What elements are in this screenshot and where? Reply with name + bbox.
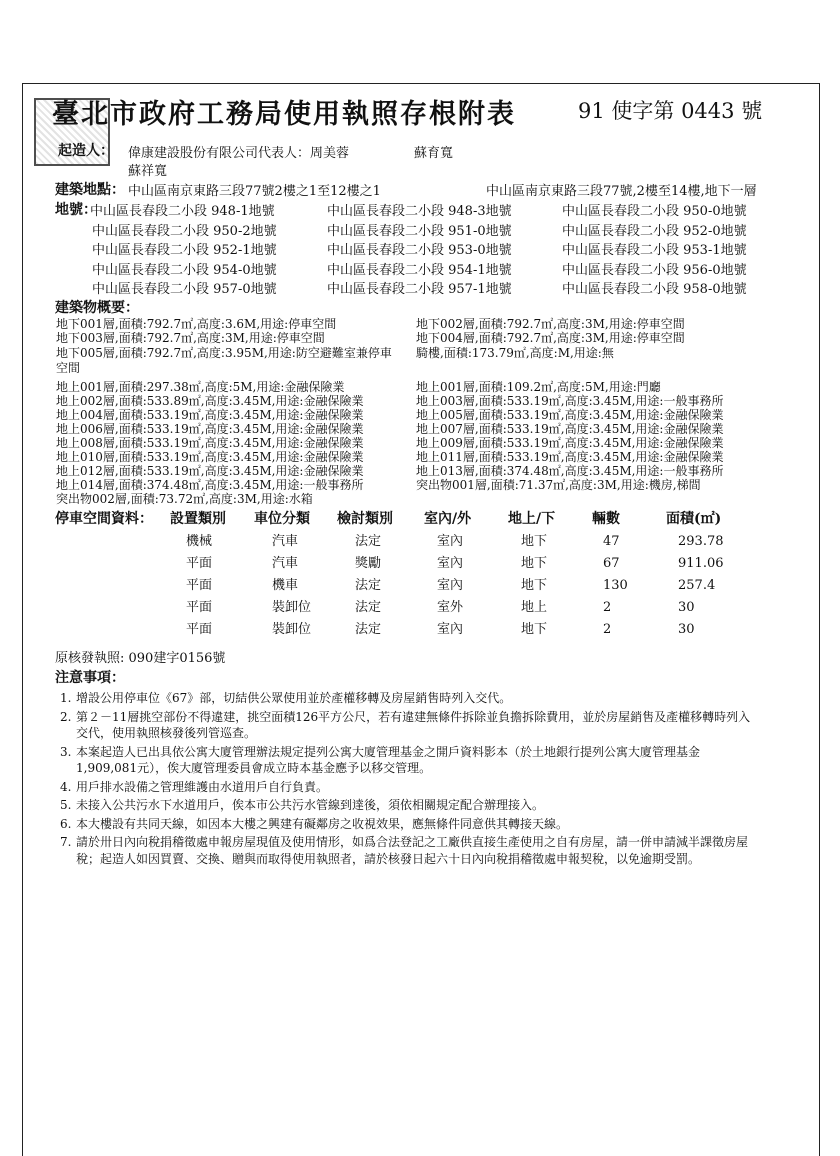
lot-item: 中山區長春段二小段 951-0地號 xyxy=(327,224,512,239)
applicant-line1: 偉康建設股份有限公司代表人：周美蓉 xyxy=(128,146,350,161)
lot-item: 中山區長春段二小段 954-0地號 xyxy=(92,263,277,278)
table-cell: 機車 xyxy=(272,578,299,593)
parking-col-header: 面積(㎡) xyxy=(666,511,722,527)
lot-item: 中山區長春段二小段 952-0地號 xyxy=(562,224,747,239)
lot-item: 中山區長春段二小段 953-1地號 xyxy=(562,243,747,258)
table-cell: 室外 xyxy=(437,600,464,615)
table-cell: 汽車 xyxy=(272,534,299,549)
floor-line: 地下003層,面積:792.7㎡,高度:3M,用途:停車空間 xyxy=(56,331,325,345)
lots-label: 地號： xyxy=(55,202,97,218)
original-license: 原核發執照: 090建字0156號 xyxy=(55,651,226,666)
floor-line: 地上005層,面積:533.19㎡,高度:3.45M,用途:金融保險業 xyxy=(416,408,724,422)
table-cell: 2 xyxy=(603,622,612,637)
table-cell: 257.4 xyxy=(678,578,716,593)
table-cell: 47 xyxy=(603,534,620,549)
table-cell: 地上 xyxy=(521,600,548,615)
table-cell: 裝卸位 xyxy=(272,622,312,637)
address-right: 中山區南京東路三段77號,2樓至14樓,地下一層 xyxy=(486,184,757,199)
note-item xyxy=(60,744,760,777)
overview-label: 建築物概要： xyxy=(55,300,139,316)
lot-item: 中山區長春段二小段 954-1地號 xyxy=(327,263,512,278)
floor-line: 地上013層,面積:374.48㎡,高度:3.45M,用途:一般事務所 xyxy=(416,464,724,478)
note-number: 6. xyxy=(60,816,72,831)
note-number: 5. xyxy=(60,798,72,812)
lot-item: 中山區長春段二小段 948-1地號 xyxy=(90,204,275,219)
floor-line: 地下001層,面積:792.7㎡,高度:3.6M,用途:停車空間 xyxy=(56,317,337,331)
applicant-name2: 蘇育寬 xyxy=(414,146,454,161)
floor-line: 地上014層,面積:374.48㎡,高度:3.45M,用途:一般事務所 xyxy=(56,478,364,492)
note-number: 1. xyxy=(60,691,72,705)
table-cell: 法定 xyxy=(355,622,382,637)
note-item xyxy=(60,797,760,814)
lot-item: 中山區長春段二小段 948-3地號 xyxy=(327,204,512,219)
lot-item: 中山區長春段二小段 950-0地號 xyxy=(562,204,747,219)
table-cell: 67 xyxy=(603,556,620,571)
floor-line: 地上006層,面積:533.19㎡,高度:3.45M,用途:金融保險業 xyxy=(56,422,364,436)
table-cell: 室內 xyxy=(437,534,464,549)
table-cell: 法定 xyxy=(355,534,382,549)
note-item xyxy=(60,779,760,796)
address-label: 建築地點： xyxy=(55,182,125,198)
table-cell: 室內 xyxy=(437,578,464,593)
lot-item: 中山區長春段二小段 958-0地號 xyxy=(562,282,747,297)
floor-line: 地上004層,面積:533.19㎡,高度:3.45M,用途:金融保險業 xyxy=(56,408,364,422)
floor-line: 地上002層,面積:533.89㎡,高度:3.45M,用途:金融保險業 xyxy=(56,394,364,408)
floor-line: 地下002層,面積:792.7㎡,高度:3M,用途:停車空間 xyxy=(416,317,685,331)
table-cell: 室內 xyxy=(437,622,464,637)
floor-line: 地上001層,面積:297.38㎡,高度:5M,用途:金融保險業 xyxy=(56,380,345,394)
table-cell: 130 xyxy=(603,578,628,593)
floor-line: 騎樓,面積:173.79㎡,高度:M,用途:無 xyxy=(416,346,614,360)
table-cell: 地下 xyxy=(521,622,548,637)
table-cell: 獎勵 xyxy=(355,556,382,571)
note-text: 本案起造人已出具依公寓大廈管理辦法規定提列公寓大廈管理基金之開戶資料影本（於土地銀行提列公寓大廈管理基金1,909,081元），俟大廈管理委員會成立時本基金應予以移交管理。 xyxy=(76,744,701,775)
table-cell: 30 xyxy=(678,600,695,615)
table-cell: 平面 xyxy=(186,578,213,593)
note-item xyxy=(60,834,760,867)
table-cell: 30 xyxy=(678,622,695,637)
floor-line: 地上008層,面積:533.19㎡,高度:3.45M,用途:金融保險業 xyxy=(56,436,364,450)
parking-col-header: 室內/外 xyxy=(424,511,472,527)
floor-line: 地下005層,面積:792.7㎡,高度:3.95M,用途:防空避難室兼停車 xyxy=(56,346,392,360)
page-title: 臺北市政府工務局使用執照存根附表 xyxy=(52,99,516,130)
applicant-name3: 蘇祥寬 xyxy=(128,164,168,179)
parking-col-header: 設置類別 xyxy=(170,511,226,527)
table-cell: 汽車 xyxy=(272,556,299,571)
note-number: 2. xyxy=(60,709,72,724)
table-cell: 法定 xyxy=(355,600,382,615)
parking-col-header: 輛數 xyxy=(592,511,620,527)
lot-item: 中山區長春段二小段 950-2地號 xyxy=(92,224,277,239)
note-text: 本大樓設有共同天線，如因本大樓之興建有礙鄰房之收視效果，應無條件同意供其轉接天線。 xyxy=(76,816,569,831)
note-text: 用戶排水設備之管理維護由水道用戶自行負責。 xyxy=(76,779,329,794)
parking-col-header: 地上/下 xyxy=(508,511,556,527)
table-cell: 平面 xyxy=(186,600,213,615)
applicant-label: 起造人： xyxy=(58,143,114,159)
floor-line: 突出物001層,面積:71.37㎡,高度:3M,用途:機房,梯間 xyxy=(416,478,701,492)
table-cell: 2 xyxy=(603,600,612,615)
note-number: 7. xyxy=(60,835,72,849)
table-cell: 911.06 xyxy=(678,556,724,571)
document-number: 91 使字第 0443 號 xyxy=(578,99,763,123)
floor-line: 地上011層,面積:533.19㎡,高度:3.45M,用途:金融保險業 xyxy=(416,450,724,464)
table-cell: 平面 xyxy=(186,622,213,637)
notes-label: 注意事項： xyxy=(55,670,125,686)
floor-line: 地上007層,面積:533.19㎡,高度:3.45M,用途:金融保險業 xyxy=(416,422,724,436)
table-cell: 地下 xyxy=(521,534,548,549)
floor-line: 突出物002層,面積:73.72㎡,高度:3M,用途:水箱 xyxy=(56,492,313,506)
parking-col-header: 檢討類別 xyxy=(337,511,393,527)
lot-item: 中山區長春段二小段 953-0地號 xyxy=(327,243,512,258)
note-text: 增設公用停車位《67》部，切結供公眾使用並於產權移轉及房屋銷售時列入交代。 xyxy=(76,691,512,705)
floor-line: 地上010層,面積:533.19㎡,高度:3.45M,用途:金融保險業 xyxy=(56,450,364,464)
table-cell: 室內 xyxy=(437,556,464,571)
note-item xyxy=(60,690,760,707)
note-item xyxy=(60,709,760,742)
notes-list xyxy=(60,690,760,869)
lot-item: 中山區長春段二小段 957-1地號 xyxy=(327,282,512,297)
note-text: 未接入公共污水下水道用戶，俟本市公共污水管線到達後，須依相關規定配合辦理接入。 xyxy=(76,798,545,812)
note-number: 3. xyxy=(60,744,72,759)
table-cell: 法定 xyxy=(355,578,382,593)
floor-line: 地下004層,面積:792.7㎡,高度:3M,用途:停車空間 xyxy=(416,331,685,345)
address-left: 中山區南京東路三段77號2樓之1至12樓之1 xyxy=(128,184,381,199)
table-cell: 平面 xyxy=(186,556,213,571)
table-cell: 機械 xyxy=(186,534,213,549)
floor-line: 地上003層,面積:533.19㎡,高度:3.45M,用途:一般事務所 xyxy=(416,394,724,408)
note-number: 4. xyxy=(60,779,72,794)
note-text: 請於卅日內向稅捐稽徵處申報房屋現值及使用情形，如爲合法登記之工廠供直接生產使用之自有房屋，請一併申請減半課徵房屋稅；起造人如因買賣、交換、贈與而取得使用執照者，請於核發日起六十日內向稅捐稽徵處申報契稅，以免逾期受罰。 xyxy=(76,835,749,866)
table-cell: 地下 xyxy=(521,578,548,593)
note-text: 第２－11層挑空部份不得違建，挑空面積126平方公尺，若有違建無條件拆除並負擔拆除費用，並於房屋銷售及產權移轉時列入交代，使用執照核發後列管巡查。 xyxy=(76,709,751,740)
table-cell: 293.78 xyxy=(678,534,724,549)
table-cell: 裝卸位 xyxy=(272,600,312,615)
floor-line: 地上009層,面積:533.19㎡,高度:3.45M,用途:金融保險業 xyxy=(416,436,724,450)
parking-col-header: 車位分類 xyxy=(254,511,310,527)
parking-label: 停車空間資料： xyxy=(55,511,153,527)
note-item xyxy=(60,816,760,833)
lot-item: 中山區長春段二小段 957-0地號 xyxy=(92,282,277,297)
lot-item: 中山區長春段二小段 952-1地號 xyxy=(92,243,277,258)
lot-item: 中山區長春段二小段 956-0地號 xyxy=(562,263,747,278)
floor-line: 空間 xyxy=(56,361,81,375)
floor-line: 地上001層,面積:109.2㎡,高度:5M,用途:門廳 xyxy=(416,380,661,394)
floor-line: 地上012層,面積:533.19㎡,高度:3.45M,用途:金融保險業 xyxy=(56,464,364,478)
table-cell: 地下 xyxy=(521,556,548,571)
